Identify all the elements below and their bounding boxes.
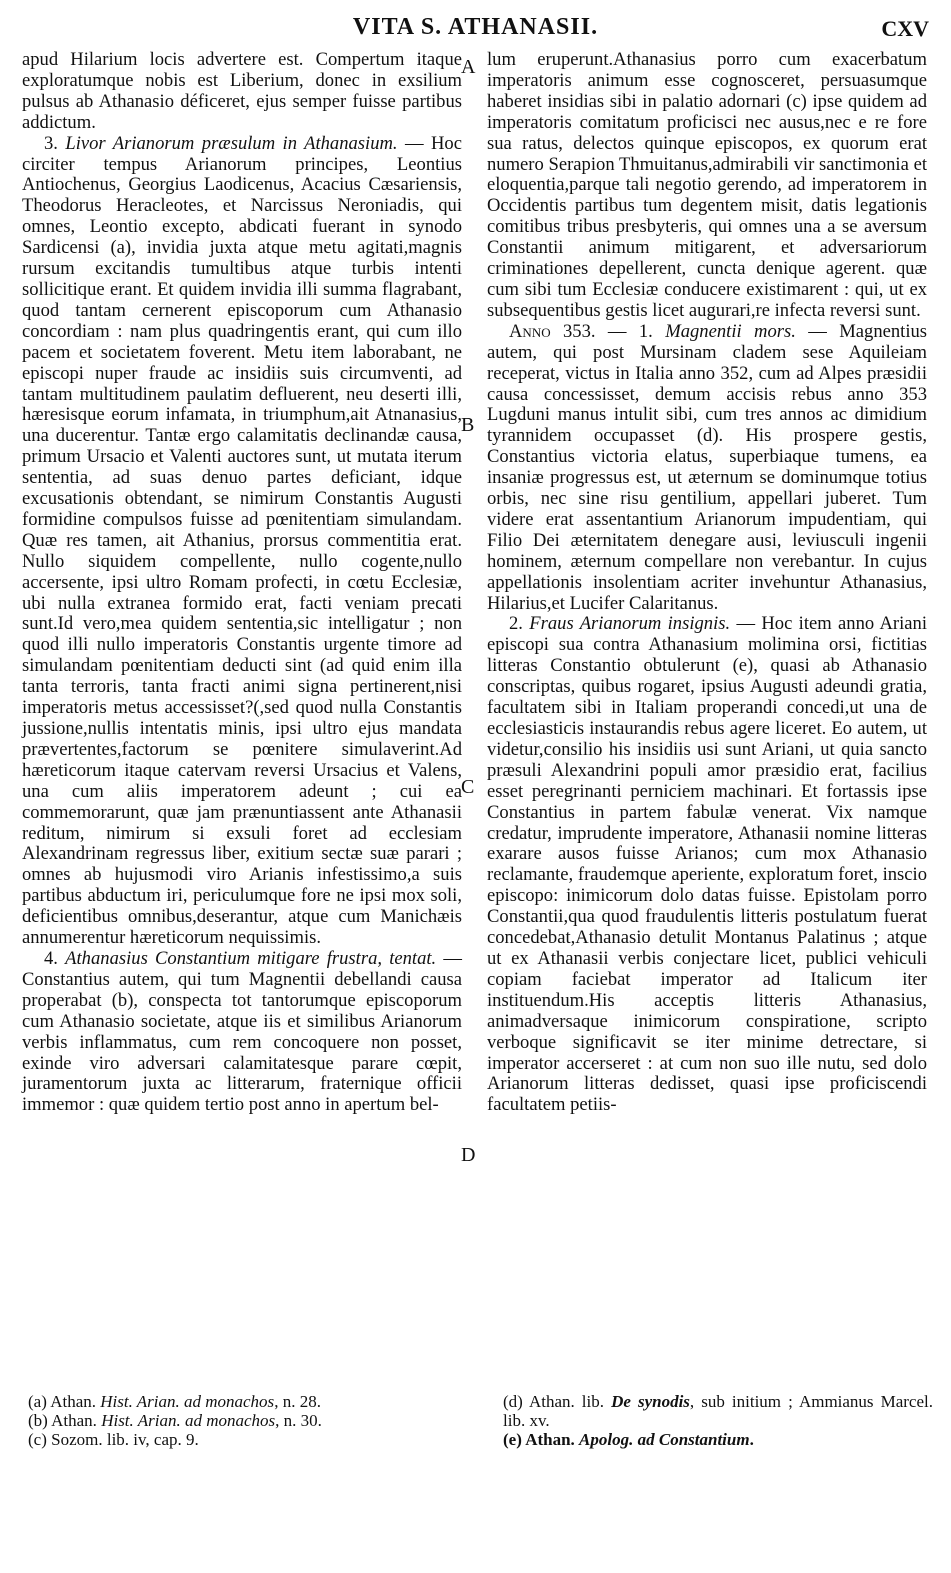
footnote-text: Sozom. lib. iv, cap. 9.: [51, 1430, 199, 1449]
footnote-title: De synodis: [611, 1392, 690, 1411]
section-4: [22, 949, 462, 1116]
paragraph: apud Hilarium locis advertere est. Compertum itaque exploratumque nobis est Liberium, donec in exsilium pulsus ab Athanasio déficeret, ejus semper fuisse partibus addictum.: [22, 49, 462, 133]
section-text: — Magnentius autem, qui post Mursinam cladem sese Aquileiam receperat, victus in Italia anno 352, cum ad Alpes præsidii causa concessisset, demum accisis rebus anno 353 Lugduni manus intulit sibi, cum tres annos ac dimidium tyrannidem occupasset (d). His prospere gestis, Constantius victoria elatus, superbiaque tumens, ea insaniæ progressus est, ut æternum se dominumque totius orbis, nec sine risu gentilium, appellari juberet. Tum videre erat assentantium Arianorum impudentiam, qui Filio Dei æternitatem denegare ausi, leviusculi ingenii hominem, æternum compellare non verebantur. In cujus appellationis insolentiam acriter invehuntur Athanasius, Hilarius,et Lucifer Calaritanus.: [487, 320, 928, 614]
section-text: — Constantius autem, qui tum Magnentii debellandi causa properabat (b), conspecta tot tantorumque episcoporum cum Athanasio societate, atque iis et similibus Arianorum verbis inflammatus, cum rem concoquere non posset, exinde viro adversari calamitatesque parare cœpit, juramentorum juxta ac litterarum, fraternique officii immemor : quæ quidem tertio post anno in apertum bel-: [22, 947, 462, 1116]
footnote-title: Hist. Arian. ad monachos: [100, 1392, 275, 1411]
footnote-text: Athan.: [51, 1411, 102, 1430]
footnote-tail: .: [749, 1430, 754, 1449]
footnote-mark: (a): [28, 1392, 47, 1411]
footnote-title: Apolog. ad Constantium: [579, 1430, 750, 1449]
right-column: [487, 50, 927, 1116]
anno-label: Anno: [509, 320, 551, 342]
section-heading: Fraus Arianorum insignis.: [529, 613, 731, 635]
footnote-tail: , n. 28.: [274, 1392, 321, 1411]
footnote-mark: (d): [503, 1392, 523, 1411]
footnotes-right: [503, 1392, 933, 1449]
footnote-tail: , n. 30.: [275, 1411, 322, 1430]
footnote: [503, 1392, 933, 1430]
footnote-mark: (b): [28, 1411, 48, 1430]
footnote: [503, 1430, 933, 1449]
footnote: [28, 1430, 458, 1449]
section-3: [22, 134, 462, 949]
section-text: — Hoc circiter tempus Arianorum principes, Leontius Antiochenus, Georgius Laodicenus, Acacius Cæsariensis, Theodorus Heracleotes, et Narcissus Neroniadis, qui omnes, Leontio excepto, abdicati fuerant in synodo Sardicensi (a), invidia juxta atque metu agitati,magnis rursum excitandis tumultibus atque turbis intenti sollicitique erant. Et quidem invidia illi summa flagrabant, quod tantam cernerent episcoporum cum Athanasio concordiam : nam plus quadringentis erant, qui cum illo pacem et societatem foverent. Metu item laborabant, ne episcopi nuper fraude ac insidiis suis circumventi, ad tantam multitudinem paulatim defluerent, neu deserti illi, hæresisque eorum infamata, in triumphum,ait Atnanasius, una ducerentur. Tantæ ergo calamitatis declinandæ causa, primum Ursacio et Valenti auctores sunt, ut mutata iterum sententia, ad suas denuo partes deficiant, idque excusationis obtendant, se nimirum Constantis Augusti formidine compulsos fuisse ad pœnitentiam simulandam. Quæ res tamen, ait Athanius, prorsus commentitia erat. Nullo siquidem compellente, nullo cogente,nullo accersente, ipsi ultro Romam profecti, in cœtu Ecclesiæ, ubi nulla extranea formido erat, facti veniam precati sunt.Id vero,mea quidem sententia,sic intelligatur ; non quod illi nullo imperatoris Constantis urgente timore ad simulandam pœnitentiam deducti sint (ad quid enim illa tanta terroris, tanta fracti animi signa pertinerent,nisi imperatoris metus accessisset?(,sed quod nulla Constantis jussione,nullis intentatis minis, ipsi ultro ejus mandata prævertentes,factorum se pœnitere simulaverint.Ad hæreticorum itaque catervam reversi Ursacius et Valens, una cum aliis imperatorem adeunt ; cui ea commemorarunt, quæ jam prænuntiassent ante Athanasii reditum, nimirum si exsuli foret ad ecclesiam Alexandrinam regressus liber, exitium sectæ suæ parari ; omnes ab hujusmodi viro Arianis infestissimo,a suis partibus abductum iri, periculumque fore ne ipsi mox soli, deficientibus omnibus,deserantur, atque cum Manichæis annumerentur hæreticorum nequissimis.: [22, 132, 462, 949]
page-header: [0, 14, 951, 44]
section-2: [487, 614, 927, 1116]
footnote-tail: , sub initium ; Ammianus Marcel. lib. xv.: [503, 1392, 933, 1430]
footnote-title: Hist. Arian. ad monachos: [101, 1411, 276, 1430]
section-heading: Livor Arianorum præsulum in Athanasium.: [65, 132, 398, 154]
section-number: 4.: [44, 947, 58, 969]
left-column: [22, 50, 462, 1116]
page-number: CXV: [881, 16, 929, 41]
margin-marker-c: C: [461, 776, 475, 798]
footnote-mark: (e): [503, 1430, 522, 1449]
section-number: 2.: [509, 613, 523, 635]
footnote: [28, 1411, 458, 1430]
section-text: — Hoc item anno Ariani episcopi sua contra Athanasium molimina orsi, fictitias litteras Constantio obtulerunt (e), quasi ab Athanasio conscriptas, quibus rogaret, ipsius Augusti adeundi gratia, facultatem sibi in Italiam properandi concedi,ut una de ecclesiasticis instaurandis rebus agere liceret. Eo autem, ut videtur,consilio his insidiis usi sunt Ariani, ut quia sancto præsuli Alexandrini populi amor præsidio erat, facilius esset peregrinanti perniciem machinari. Et fortassis ipse Constantius in partem fabulæ venerat. Vix namque credatur, imprudente imperatore, Athanasii nomine litteras exarare ausos fuisse Arianos; cum mox Athanasio reclamante, fraudemque aperiente, exploratum foret, inscio episcopo: inimicorum dolo datas fuisse. Epistolam porro Constantii,qua quod fraudulentis litteris postulatum fuerat concedebat,Athanasio detulit Montanus Palatinus ; atque ut ex Athanasii verbis conjectare licet, publici vehiculi copiam faciebat imperator ad Italicum iter instituendum.His acceptis litteris Athanasius, animadversaque inimicorum conspiratione, scripto verboque significavit se iter minime detrectare, si imperator accerseret : at cum non suo ille nutu, sed dolo Arianorum litteras dedisset, quasi ipse proficiscendi facultatem petiis-: [487, 613, 927, 1116]
running-title: VITA S. ATHANASII.: [352, 14, 599, 40]
footnote-text: Athan.: [50, 1392, 101, 1411]
margin-marker-d: D: [461, 1144, 476, 1166]
footnote: [28, 1392, 458, 1411]
margin-marker-b: B: [461, 414, 475, 436]
footnote-mark: (c): [28, 1430, 47, 1449]
section-number: 3.: [44, 132, 58, 154]
anno-year: 353. — 1.: [562, 320, 653, 342]
margin-marker-a: A: [461, 56, 476, 78]
footnote-text: Athan. lib.: [528, 1392, 612, 1411]
footnotes-left: [28, 1392, 458, 1449]
section-heading: Athanasius Constantium mitigare frustra, tentat.: [65, 947, 437, 969]
section-anno-353: [487, 322, 927, 615]
footnote-text: Athan.: [525, 1430, 580, 1449]
section-heading: Magnentii mors.: [665, 320, 796, 342]
paragraph: lum eruperunt.Athanasius porro cum exacerbatum imperatoris animum esse cognosceret, persuasumque haberet insidias sibi in palatio adornari (c) ipse quidem ad imperatoris comitatum proficisci nec ausus,nec e re fore sua ratus, delectos quinque episcopos, ex quorum erat numero Serapion Thmuitanus,admirabili vir sanctimonia et eloquentia,parque tali negotio gerendo, ad imperatorem in Occidentis partibus tum degentem misit, datis legationis comitibus tribus presbyteris, qui omnes una a se aversum Constantii animum mitigarent, et adversariorum criminationes depellerent, cuncta denique agerent. quæ cum sibi tum Ecclesiæ conducere existimarent : qui, ut ex subsequentibus gestis licet augurari,re infecta reversi sunt.: [487, 49, 927, 321]
